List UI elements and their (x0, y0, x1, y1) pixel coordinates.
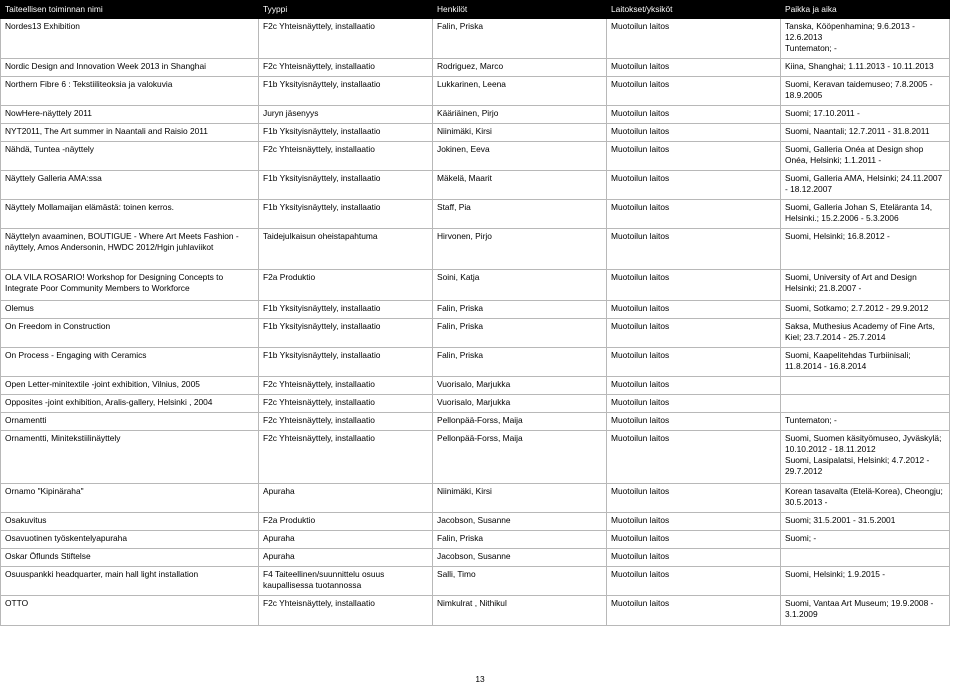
activity-name: On Freedom in Construction (1, 319, 259, 348)
activity-persons: Falin, Priska (433, 19, 607, 59)
table-row (1, 142, 950, 171)
activity-place-time: Suomi, Galleria Onéa at Design shop Onéa, Helsinki; 1.1.2011 - (781, 142, 950, 171)
activity-unit: Muotoilun laitos (607, 395, 781, 413)
activity-unit: Muotoilun laitos (607, 59, 781, 77)
activity-unit: Muotoilun laitos (607, 19, 781, 59)
table-row (1, 484, 950, 513)
activity-type: F1b Yksityisnäyttely, installaatio (259, 301, 433, 319)
activity-persons: Vuorisalo, Marjukka (433, 377, 607, 395)
activity-place-time: Suomi, Keravan taidemuseo; 7.8.2005 - 18.9.2005 (781, 77, 950, 106)
activity-persons: Vuorisalo, Marjukka (433, 395, 607, 413)
activity-unit: Muotoilun laitos (607, 229, 781, 270)
table-row (1, 106, 950, 124)
activity-place-time: Suomi, Suomen käsityömuseo, Jyväskylä; 10.10.2012 - 18.11.2012 Suomi, Lasipalatsi, Helsinki; 4.7.2012 - 29.7.2012 (781, 431, 950, 484)
activity-type: F1b Yksityisnäyttely, installaatio (259, 348, 433, 377)
activity-place-time: Korean tasavalta (Etelä-Korea), Cheongju; 30.5.2013 - (781, 484, 950, 513)
table-row (1, 229, 950, 270)
table-row (1, 596, 950, 626)
activity-persons: Rodriguez, Marco (433, 59, 607, 77)
activity-persons: Jokinen, Eeva (433, 142, 607, 171)
activity-type: F2c Yhteisnäyttely, installaatio (259, 59, 433, 77)
activity-name: NYT2011, The Art summer in Naantali and Raisio 2011 (1, 124, 259, 142)
activity-unit: Muotoilun laitos (607, 319, 781, 348)
activity-name: OLA VILA ROSARIO! Workshop for Designing Concepts to Integrate Poor Community Members to Workforce (1, 270, 259, 301)
activity-place-time (781, 395, 950, 413)
activity-unit: Muotoilun laitos (607, 106, 781, 124)
activity-persons: Lukkarinen, Leena (433, 77, 607, 106)
activity-persons: Falin, Priska (433, 531, 607, 549)
activity-place-time: Suomi, University of Art and Design Helsinki; 21.8.2007 - (781, 270, 950, 301)
activity-place-time: Suomi, Galleria AMA, Helsinki; 24.11.2007 - 18.12.2007 (781, 171, 950, 200)
activity-place-time: Tuntematon; - (781, 413, 950, 431)
activity-type: Apuraha (259, 549, 433, 567)
activity-persons: Jacobson, Susanne (433, 549, 607, 567)
activity-name: NowHere-näyttely 2011 (1, 106, 259, 124)
activity-name: Ornamentti (1, 413, 259, 431)
activity-name: OTTO (1, 596, 259, 626)
table-row (1, 301, 950, 319)
activity-persons: Mäkelä, Maarit (433, 171, 607, 200)
table-row (1, 200, 950, 229)
activity-unit: Muotoilun laitos (607, 142, 781, 171)
table-header-row (1, 1, 950, 19)
activity-type: Apuraha (259, 484, 433, 513)
activity-type: F2c Yhteisnäyttely, installaatio (259, 142, 433, 171)
activity-type: F1b Yksityisnäyttely, installaatio (259, 171, 433, 200)
table-row (1, 124, 950, 142)
activity-place-time (781, 549, 950, 567)
table-row (1, 19, 950, 59)
table-row (1, 171, 950, 200)
header-type: Tyyppi (259, 1, 433, 19)
activity-type: F2a Produktio (259, 513, 433, 531)
activity-persons: Soini, Katja (433, 270, 607, 301)
activity-unit: Muotoilun laitos (607, 549, 781, 567)
activity-unit: Muotoilun laitos (607, 377, 781, 395)
activity-type: Taidejulkaisun oheistapahtuma (259, 229, 433, 270)
activity-persons: Falin, Priska (433, 301, 607, 319)
activity-unit: Muotoilun laitos (607, 124, 781, 142)
activity-unit: Muotoilun laitos (607, 596, 781, 626)
table-row (1, 431, 950, 484)
activity-type: F2c Yhteisnäyttely, installaatio (259, 413, 433, 431)
activity-type: Apuraha (259, 531, 433, 549)
activity-unit: Muotoilun laitos (607, 171, 781, 200)
activity-unit: Muotoilun laitos (607, 431, 781, 484)
header-persons: Henkilöt (433, 1, 607, 19)
activity-unit: Muotoilun laitos (607, 531, 781, 549)
activity-name: Osakuvitus (1, 513, 259, 531)
activity-place-time: Suomi, Helsinki; 16.8.2012 - (781, 229, 950, 270)
activity-type: F1b Yksityisnäyttely, installaatio (259, 77, 433, 106)
activity-name: Osavuotinen työskentelyapuraha (1, 531, 259, 549)
activity-place-time: Suomi, Naantali; 12.7.2011 - 31.8.2011 (781, 124, 950, 142)
activity-unit: Muotoilun laitos (607, 301, 781, 319)
activity-type: F2c Yhteisnäyttely, installaatio (259, 596, 433, 626)
table-row (1, 395, 950, 413)
activity-unit: Muotoilun laitos (607, 348, 781, 377)
table-row (1, 348, 950, 377)
activity-persons: Hirvonen, Pirjo (433, 229, 607, 270)
activity-name: Oskar Öflunds Stiftelse (1, 549, 259, 567)
activity-type: F4 Taiteellinen/suunnittelu osuus kaupallisessa tuotannossa (259, 567, 433, 596)
activity-unit: Muotoilun laitos (607, 484, 781, 513)
activity-type: F2a Produktio (259, 270, 433, 301)
activity-type: F1b Yksityisnäyttely, installaatio (259, 200, 433, 229)
activity-unit: Muotoilun laitos (607, 413, 781, 431)
activity-persons: Niinimäki, Kirsi (433, 124, 607, 142)
activity-name: Näyttely Galleria AMA:ssa (1, 171, 259, 200)
activity-place-time: Suomi, Vantaa Art Museum; 19.9.2008 - 3.1.2009 (781, 596, 950, 626)
table-row (1, 549, 950, 567)
activity-type: F2c Yhteisnäyttely, installaatio (259, 377, 433, 395)
table-row (1, 377, 950, 395)
table-row (1, 270, 950, 301)
activity-type: Juryn jäsenyys (259, 106, 433, 124)
activity-persons: Falin, Priska (433, 348, 607, 377)
activity-persons: Jacobson, Susanne (433, 513, 607, 531)
activity-persons: Staff, Pia (433, 200, 607, 229)
table-row (1, 513, 950, 531)
activity-name: Osuuspankki headquarter, main hall light installation (1, 567, 259, 596)
activity-place-time: Suomi; - (781, 531, 950, 549)
table-row (1, 567, 950, 596)
activity-name: Nordes13 Exhibition (1, 19, 259, 59)
table-row (1, 413, 950, 431)
activity-name: Ornamentti, Minitekstiilinäyttely (1, 431, 259, 484)
activity-persons: Salli, Timo (433, 567, 607, 596)
activity-persons: Falin, Priska (433, 319, 607, 348)
activity-unit: Muotoilun laitos (607, 270, 781, 301)
activity-place-time: Suomi, Sotkamo; 2.7.2012 - 29.9.2012 (781, 301, 950, 319)
activity-place-time: Suomi; 17.10.2011 - (781, 106, 950, 124)
activity-type: F1b Yksityisnäyttely, installaatio (259, 124, 433, 142)
activity-place-time: Suomi; 31.5.2001 - 31.5.2001 (781, 513, 950, 531)
activity-name: Näyttelyn avaaminen, BOUTIGUE - Where Art Meets Fashion -näyttely, Amos Andersonin, HWDC 2012/Hgin juhlaviikot (1, 229, 259, 270)
activity-place-time: Saksa, Muthesius Academy of Fine Arts, Kiel; 23.7.2014 - 25.7.2014 (781, 319, 950, 348)
activity-name: Nähdä, Tuntea -näyttely (1, 142, 259, 171)
activity-name: On Process - Engaging with Ceramics (1, 348, 259, 377)
activity-persons: Niinimäki, Kirsi (433, 484, 607, 513)
activity-unit: Muotoilun laitos (607, 513, 781, 531)
activity-type: F2c Yhteisnäyttely, installaatio (259, 19, 433, 59)
activity-unit: Muotoilun laitos (607, 77, 781, 106)
activity-persons: Pellonpää-Forss, Maija (433, 431, 607, 484)
activity-persons: Pellonpää-Forss, Maija (433, 413, 607, 431)
activity-place-time (781, 377, 950, 395)
activity-name: Northern Fibre 6 : Tekstiiliteoksia ja valokuvia (1, 77, 259, 106)
header-units: Laitokset/yksiköt (607, 1, 781, 19)
header-place-time: Paikka ja aika (781, 1, 950, 19)
activity-unit: Muotoilun laitos (607, 567, 781, 596)
activity-name: Open Letter-minitextile -joint exhibition, Vilnius, 2005 (1, 377, 259, 395)
activity-place-time: Kiina, Shanghai; 1.11.2013 - 10.11.2013 (781, 59, 950, 77)
header-name: Taiteellisen toiminnan nimi (1, 1, 259, 19)
table-row (1, 531, 950, 549)
activity-unit: Muotoilun laitos (607, 200, 781, 229)
activity-name: Nordic Design and Innovation Week 2013 in Shanghai (1, 59, 259, 77)
activity-place-time: Suomi, Kaapelitehdas Turbiinisali; 11.8.2014 - 16.8.2014 (781, 348, 950, 377)
activity-type: F2c Yhteisnäyttely, installaatio (259, 395, 433, 413)
table-row (1, 59, 950, 77)
activity-persons: Kääriäinen, Pirjo (433, 106, 607, 124)
activity-place-time: Tanska, Kööpenhamina; 9.6.2013 - 12.6.2013 Tuntematon; - (781, 19, 950, 59)
table-row (1, 77, 950, 106)
page-number: 13 (475, 674, 485, 684)
activity-type: F2c Yhteisnäyttely, installaatio (259, 431, 433, 484)
activity-persons: Nimkulrat , Nithikul (433, 596, 607, 626)
activity-place-time: Suomi, Galleria Johan S, Eteläranta 14, Helsinki.; 15.2.2006 - 5.3.2006 (781, 200, 950, 229)
activity-name: Ornamo "Kipinäraha" (1, 484, 259, 513)
activity-place-time: Suomi, Helsinki; 1.9.2015 - (781, 567, 950, 596)
table-row (1, 319, 950, 348)
activity-name: Näyttely Mollamaijan elämästä: toinen kerros. (1, 200, 259, 229)
activity-name: Opposites -joint exhibition, Aralis-gallery, Helsinki , 2004 (1, 395, 259, 413)
activity-name: Olemus (1, 301, 259, 319)
activity-type: F1b Yksityisnäyttely, installaatio (259, 319, 433, 348)
